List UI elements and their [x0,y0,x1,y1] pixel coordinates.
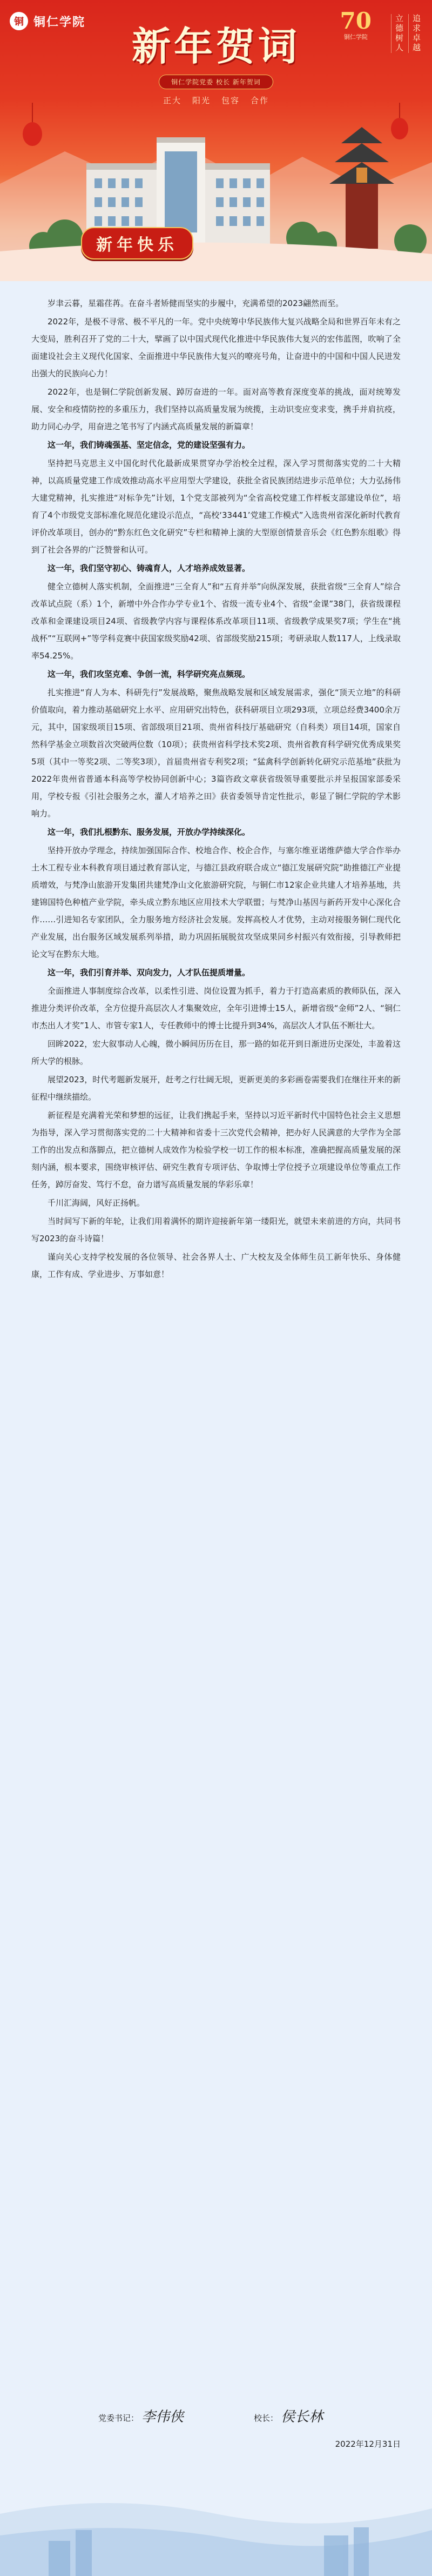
spirit-word: 包容 [221,96,240,105]
letter-date: 2022年12月31日 [335,2439,401,2449]
paragraph: 坚持把马克思主义中国化时代化最新成果贯穿办学治校全过程，深入学习贯彻落实党的二十大精神，以高质量党建工作成效推动高水平应用型大学建设，获批全省民族团结进步示范单位；大力弘扬伟大建党精神，扎实推进“对标争先”计划，1个党支部被列为“全省高校党建工作样板支部建设单位”，培育了4个市级党支部标准化规范化建设示范点，“高校‘33441’党建工作模式”入选贵州省深化新时代教育评价改革项目，创办的“黔东红色文化研究”专栏和精神上演的大型原创情景音乐会《红色黔东组歌》得到了社会各界的广泛赞誉和认可。 [31,458,401,555]
section-heading: 这一年，我们攻坚克难、争创一流，科学研究亮点频现。 [48,669,251,679]
paragraph: 岁聿云暮，星霜荏苒。在奋斗者矫健而坚实的步履中，充满希望的2023翩然而至。 [48,298,344,308]
motto-line: 立德树人 [391,14,405,53]
paragraph: 2022年，是极不寻常、极不平凡的一年。党中央统筹中华民族伟大复兴战略全局和世界百年未有之大变局，胜利召开了党的二十大，擘画了以中国式现代化推进中华民族伟大复兴的宏伟蓝图，吹响了全面建设社会主义现代化国家、全面推进中华民族伟大复兴的嘹亮号角，让奋进中的中国和中国人民迸发出强大的民族向心力！ [31,317,401,378]
spirit-word: 合作 [251,96,269,105]
subtitle: 铜仁学院党委 校长 新年贺词 [159,75,273,89]
paragraph: 2022年，也是铜仁学院创新发展、踔厉奋进的一年。面对高等教育深度变革的挑战，面对统筹发展、安全和疫情防控的多重压力，我们坚持以高质量发展为统揽，主动识变应变求变，携手并肩抗疫，助力同心办学，用奋进之笔书写了内涵式高质量发展的新篇章！ [31,387,401,431]
paragraph: 展望2023，时代考题新发展开，赶考之行壮阔无垠，更新更美的多彩画卷需要我们在继往开来的新征程中继续描绘。 [31,1075,401,1102]
paragraph: 千川汇海阔，风好正扬帆。 [48,1198,145,1208]
motto-line: 追求卓越 [408,14,422,53]
anniversary-number: 70 [340,8,372,34]
party-secretary-label: 党委书记： [98,2413,139,2423]
anniversary-text: 铜仁学院 [343,34,368,41]
spirit-word: 阳光 [192,96,211,105]
paragraph: 当时间写下新的年轮，让我们用着满怀的期许迎接新年第一缕阳光，就望未来前进的方向，共同书写2023的奋斗诗篇！ [31,1216,401,1243]
header-banner [0,0,432,281]
school-emblem-icon: 铜 [10,12,28,30]
letter-body [31,295,401,1284]
spirit-word: 正大 [163,96,181,105]
paragraph: 回眸2022，宏大叙事动人心魄，微小瞬间历历在目，那一路的如花开到日渐进历史深处，丰盈着这所大学的根脉。 [31,1039,401,1066]
party-secretary-signature: 李伟侠 [141,2409,184,2425]
section-heading: 这一年，我们坚守初心、铸魂育人，人才培养成效显著。 [48,563,251,573]
school-name: 铜仁学院 [33,15,86,29]
new-year-banner: 新年快乐 [81,227,193,259]
section-heading: 这一年，我们铸魂强基、坚定信念，党的建设坚强有力。 [48,440,251,450]
footer-decoration [0,2476,432,2576]
president-label: 校长： [254,2413,279,2423]
paragraph: 谨向关心支持学校发展的各位领导、社会各界人士、广大校友及全体师生员工新年快乐、身体健康，工作有成、学业进步、万事如意！ [31,1252,401,1279]
paragraph: 新征程是充满着光荣和梦想的远征，让我们携起手来，坚持以习近平新时代中国特色社会主义思想为指导，深入学习贯彻落实党的二十大精神和省委十三次党代会精神，把办好人民满意的大学作为全部工作的出发点和落脚点，把立德树人成效作为检验学校一切工作的根本标准，准确把握高质量发展的深刻内涵，根本要求，围绕审核评估、研究生教育专项评估、争取博士学位授予立项建设单位等重点工作任务，踔厉奋发、笃行不怠，奋力谱写高质量发展的华彩乐章！ [31,1110,401,1189]
signature-block [0,2400,432,2433]
campus-illustration [0,103,432,281]
paragraph: 扎实推进“育人为本、科研先行”发展战略，聚焦战略发展和区域发展需求，强化“顶天立地”的科研价值取向，着力推动基础研究上水平、应用研究出特色，获科研项目立项293项，立项总经费3400余万元，其中，国家级项目15项、省部级项目21项、贵州省科技厅基础研究（自科类）项目14项，国家自然科学基金立项数首次突破两位数（10项）；获贵州省科学技术奖2项、贵州省教育科学研究优秀成果奖5项（其中一等奖2项、二等奖3项），首届贵州省专利奖2项；“猛禽科学创新转化研究示范基地”获批为2022年贵州省普通本科高等学校协同创新中心；3篇咨政文章获省级领导重要批示并呈报国家部委采用，学校专报《引社会服务之水，灌人才培养之田》获省委领导肯定性批示，彰显了铜仁学院的学术影响力。 [31,688,401,818]
page-title: 新年贺词 [131,23,300,69]
title-block [0,15,432,106]
section-heading: 这一年，我们引育并举、双向发力，人才队伍提质增量。 [48,968,251,977]
paragraph: 全面推进人事制度综合改革，以柔性引进、岗位设置为抓手，着力于打造高素质的教师队伍，深入推进分类评价改革，全方位提升高层次人才集聚效应，全年引进博士15人，新增省级“金师”2人、“铜仁市杰出人才奖”1人、市管专家1人，专任教师中的博士比提升到34%，高层次人才队伍不断壮大。 [31,986,401,1030]
president-signature: 侯长林 [281,2409,323,2425]
section-heading: 这一年，我们扎根黔东、服务发展，开放办学持续深化。 [48,827,251,837]
paragraph: 坚持开放办学理念，持续加强国际合作、校地合作、校企合作，与塞尔维亚诺维萨德大学合作举办土木工程专业本科教育项目通过教育部认定，与德江县政府联合成立“德江发展研究院”助推德江产业提质增效，与梵净山旅游开发集团共建梵净山文化旅游研究院，与铜仁市12家企业共建人才培养基地，共建锦国特色种植产业学院，牵头成立黔东地区应用技术大学联盟；与梵净山基因与新药开发中心深化合作……引进知名专家团队，全力服务地方经济社会发展。发挥高校人才优势，主动对接服务铜仁现代化产业发展，出台服务区域发展系列举措，助力巩固拓展脱贫攻坚成果同乡村振兴有效衔接，引导教师把论文写在黔东大地。 [31,846,401,959]
paragraph: 健全立德树人落实机制，全面推进“三全育人”和“五育并举”向纵深发展，获批省级“三全育人”综合改革试点院（系）1个，新增中外合作办学专业1个、省级一流专业4个、省级“金课”38门，获省级课程改革和金课建设项目24项、省级教学内容与课程体系改革项目11项、省级教学成果奖7项；学生在“挑战杯”“互联网+”等学科竞赛中获国家级奖励42项、省部级奖励215项；考研录取人数117人，上线录取率54.25%。 [31,582,401,661]
